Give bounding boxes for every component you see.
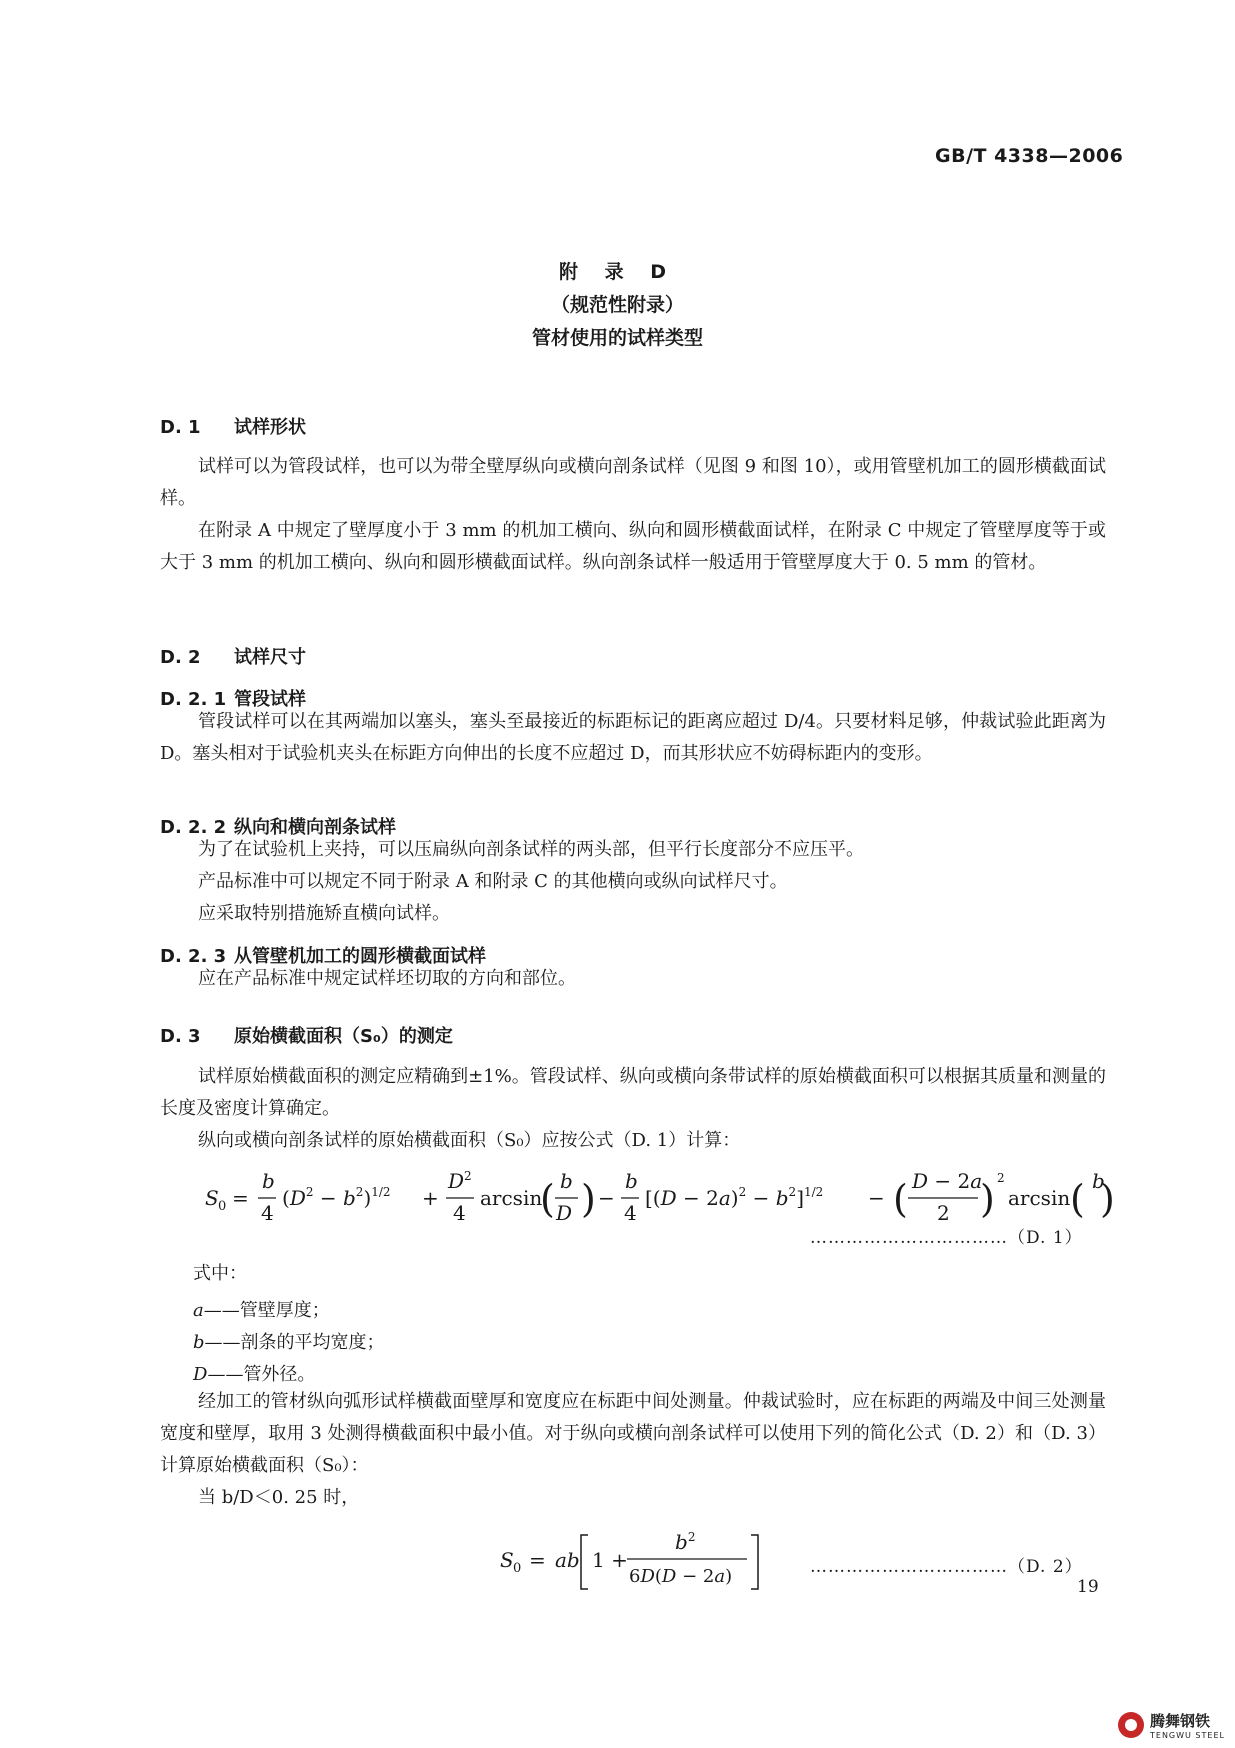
svg-text:4: 4 (261, 1201, 274, 1225)
d3-paragraph-2: 经加工的管材纵向弧形试样横截面壁厚和宽度应在标距中间处测量。仲裁试验时，应在标距的两端及中间三处测量宽度和壁厚，取用 3 处测得横截面积中最小值。对于纵向或横向剖条试样可以使用下列的简化公式（D. 2）和（D. 3）计算原始横截面积（S₀）： (160, 1391, 1106, 1476)
annex-title: 附 录 D (558, 261, 676, 283)
formula-d2-label (810, 1552, 1083, 1577)
logo-cn: 腾舞钢铁 (1150, 1712, 1211, 1730)
variable-description: ——管壁厚度； (203, 1300, 330, 1321)
svg-text:0: 0 (513, 1561, 522, 1576)
svg-text:=: = (529, 1548, 546, 1572)
svg-text:1 +: 1 + (592, 1548, 628, 1572)
formula-d2 (495, 1525, 785, 1597)
section-title: 原始横截面积（S₀）的测定 (234, 1026, 453, 1047)
svg-text:−: − (598, 1186, 615, 1210)
svg-text:D − 2a: D − 2a (912, 1169, 983, 1193)
svg-text:): ) (1100, 1177, 1115, 1221)
formula-d1-label (810, 1223, 1083, 1248)
svg-text:): ) (980, 1177, 995, 1221)
d22-line-1: 为了在试验机上夹持，可以压扁纵向剖条试样的两头部，但平行长度部分不应压平。 (198, 839, 864, 860)
d3-paragraph-1: 试样原始横截面积的测定应精确到±1%。管段试样、纵向或横向条带试样的原始横截面积可以根据其质量和测量的长度及密度计算确定。 (160, 1066, 1106, 1119)
svg-text:b: b (560, 1169, 573, 1193)
svg-text:(: ( (893, 1177, 908, 1221)
annex-type: （规范性附录） (550, 294, 684, 316)
svg-text:4: 4 (624, 1201, 637, 1225)
svg-text:2: 2 (997, 1171, 1005, 1185)
svg-text:=: = (232, 1186, 249, 1210)
svg-text:6D(D − 2a): 6D(D − 2a) (629, 1566, 733, 1587)
variable-symbol: D (193, 1364, 208, 1385)
d1-paragraph-1: 试样可以为管段试样，也可以为带全壁厚纵向或横向剖条试样（见图 9 和图 10），或用管壁机加工的圆形横截面试样。 (160, 456, 1106, 509)
d22-line-2: 产品标准中可以规定不同于附录 A 和附录 C 的其他横向或纵向试样尺寸。 (198, 871, 788, 892)
variable-symbol: b (193, 1332, 205, 1353)
section-d2-heading (160, 643, 306, 669)
svg-text:[(D − 2a)2 − b2]1/2: $[(D - 2a)^2 - b^2]^{1/2}$ (645, 1185, 824, 1210)
section-number: D. 2. 2 (160, 817, 227, 838)
svg-text:(: ( (1070, 1177, 1085, 1221)
leader-dots: …………………………… (810, 1557, 1008, 1577)
equation-number: （D. 2） (1008, 1557, 1083, 1577)
logo-text (1150, 1710, 1225, 1740)
leader-dots: …………………………… (810, 1228, 1008, 1248)
section-number: D. 3 (160, 1026, 201, 1047)
equation-number: （D. 1） (1008, 1228, 1083, 1248)
d3-formula-intro: 纵向或横向剖条试样的原始横截面积（S₀）应按公式（D. 1）计算： (198, 1130, 741, 1151)
d1-paragraph-2: 在附录 A 中规定了壁厚度小于 3 mm 的机加工横向、纵向和圆形横截面试样，在附录 C 中规定了管壁厚度等于或大于 3 mm 的机加工横向、纵向和圆形横截面试样。纵向剖条试样一般适用于管壁厚度大于 0. 5 mm 的管材。 (160, 520, 1106, 573)
svg-text:2: 2 (937, 1201, 950, 1225)
section-title: 试样尺寸 (234, 647, 306, 668)
svg-text:4: 4 (453, 1201, 466, 1225)
standard-number: GB/T 4338—2006 (935, 145, 1124, 167)
svg-text:D: D (556, 1201, 573, 1225)
variable-symbol: a (193, 1300, 204, 1321)
svg-text:D2: $D^2$ (448, 1169, 472, 1193)
svg-text:b: b (262, 1169, 275, 1193)
svg-text:(: ( (540, 1177, 555, 1221)
section-number: D. 2. 1 (160, 689, 227, 710)
svg-text:S: S (205, 1186, 219, 1210)
section-title: 试样形状 (234, 417, 306, 438)
svg-text:arcsin: arcsin (1008, 1186, 1071, 1210)
section-title: 管段试样 (234, 689, 306, 710)
svg-text:−: − (868, 1186, 885, 1210)
svg-text:S: S (500, 1548, 514, 1572)
variable-a (193, 1296, 330, 1322)
svg-text:b2: $b^2$ (675, 1530, 696, 1554)
svg-text:0: 0 (218, 1199, 227, 1214)
svg-text:b: b (625, 1169, 638, 1193)
svg-text:): ) (581, 1177, 596, 1221)
where-label: 式中： (193, 1263, 247, 1284)
variable-description: ——管外径。 (207, 1364, 316, 1385)
svg-text:b: b (1092, 1169, 1105, 1193)
d23-line-1: 应在产品标准中规定试样坯切取的方向和部位。 (198, 968, 576, 989)
logo-icon (1118, 1712, 1144, 1738)
svg-text:+: + (422, 1186, 439, 1210)
section-title: 从管壁机加工的圆形横截面试样 (234, 946, 486, 967)
variable-b (193, 1328, 385, 1354)
section-number: D. 2. 3 (160, 946, 227, 967)
section-d3-heading (160, 1022, 453, 1048)
svg-text:(D2 − b2)1/2: $(D^2 - b^2)^{1/2}$ (282, 1185, 391, 1210)
page-number: 19 (1077, 1577, 1099, 1597)
annex-name: 管材使用的试样类型 (531, 327, 703, 349)
svg-text:ab: ab (555, 1548, 580, 1572)
section-number: D. 2 (160, 647, 201, 668)
variable-description: ——剖条的平均宽度； (204, 1332, 385, 1353)
section-number: D. 1 (160, 417, 201, 438)
d21-paragraph: 管段试样可以在其两端加以塞头，塞头至最接近的标距标记的距离应超过 D/4。只要材料足够，仲裁试验此距离为 D。塞头相对于试验机夹头在标距方向伸出的长度不应超过 D，而其形状应不妨碍标距内的变形。 (160, 711, 1106, 764)
logo-en: TENGWU STEEL (1150, 1731, 1225, 1740)
variable-D (193, 1360, 315, 1386)
svg-text:arcsin: arcsin (480, 1186, 543, 1210)
section-title: 纵向和横向剖条试样 (234, 817, 396, 838)
d3-condition: 当 b/D＜0. 25 时， (198, 1487, 360, 1508)
section-d1-heading (160, 413, 306, 439)
watermark-logo (1118, 1710, 1225, 1740)
d22-line-3: 应采取特别措施矫直横向试样。 (198, 903, 450, 924)
